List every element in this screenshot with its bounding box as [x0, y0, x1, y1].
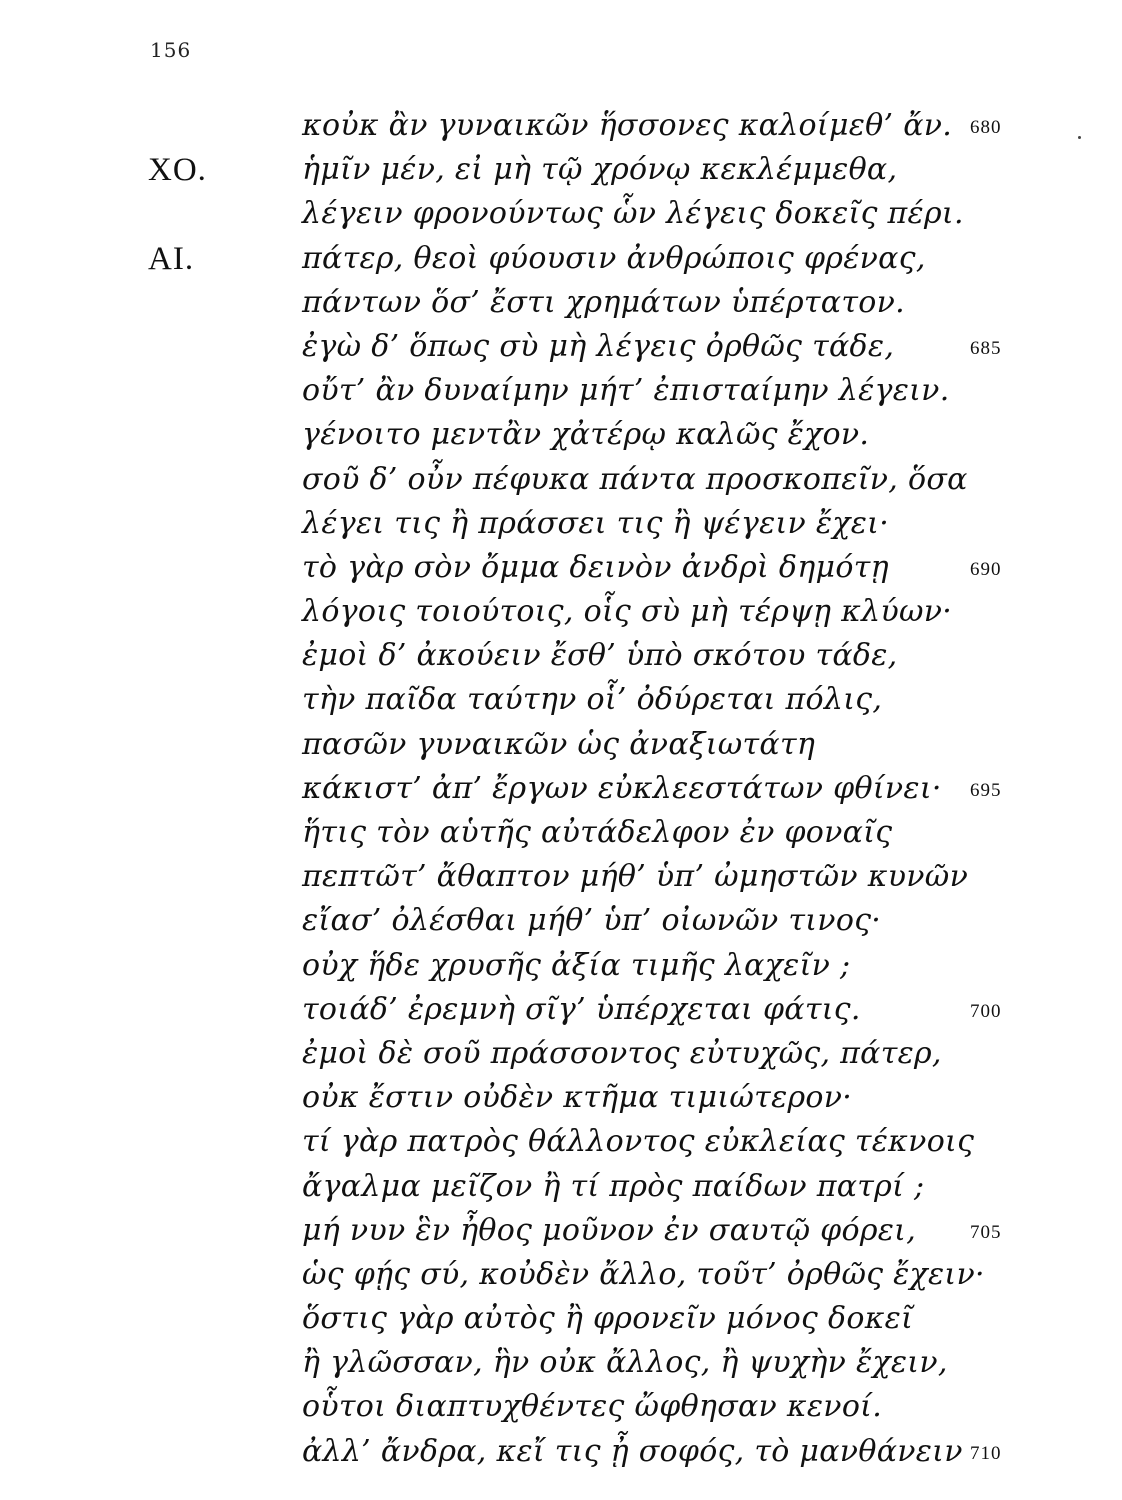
verse-line — [0, 148, 1122, 192]
verse-line — [0, 192, 1122, 236]
verse-text: ὅστις γὰρ αὐτὸς ἢ φρονεῖν μόνος δοκεῖ — [302, 1301, 914, 1337]
verse-block — [0, 104, 1122, 1474]
speaker-label: ΧΟ. — [148, 152, 207, 189]
verse-text: πασῶν γυναικῶν ὡς ἀναξιωτάτη — [302, 726, 816, 762]
verse-line — [0, 1341, 1122, 1385]
verse-text: λόγοις τοιούτοις, οἷς σὺ μὴ τέρψῃ κλύων· — [302, 594, 953, 630]
verse-text: λέγειν φρονούντως ὧν λέγεις δοκεῖς πέρι. — [302, 196, 964, 232]
verse-line — [0, 1209, 1122, 1253]
verse-line — [0, 413, 1122, 457]
verse-line — [0, 458, 1122, 502]
verse-line — [0, 1297, 1122, 1341]
verse-line — [0, 634, 1122, 678]
verse-line — [0, 1165, 1122, 1209]
verse-line — [0, 502, 1122, 546]
verse-line — [0, 590, 1122, 634]
verse-line — [0, 723, 1122, 767]
verse-line — [0, 678, 1122, 722]
verse-text: κοὐκ ἂν γυναικῶν ἥσσονες καλοίμεθ’ ἄν. — [302, 108, 953, 143]
verse-text: πεπτῶτ’ ἄθαπτον μήθ’ ὑπ’ ὠμηστῶν κυνῶν — [302, 859, 969, 895]
verse-text: πάντων ὅσ’ ἔστι χρημάτων ὑπέρτατον. — [302, 284, 905, 320]
verse-line — [0, 369, 1122, 413]
verse-text: οὗτοι διαπτυχθέντες ὤφθησαν κενοί. — [302, 1389, 883, 1425]
verse-line — [0, 1032, 1122, 1076]
line-number: 685 — [970, 337, 1002, 359]
verse-text: σοῦ δ’ οὖν πέφυκα πάντα προσκοπεῖν, ὅσα — [302, 461, 968, 497]
verse-text: οὐχ ἥδε χρυσῆς ἀξία τιμῆς λαχεῖν ; — [302, 947, 851, 983]
verse-text: οὔτ’ ἂν δυναίμην μήτ’ ἐπισταίμην λέγειν. — [302, 373, 950, 409]
line-number: 690 — [970, 558, 1002, 580]
verse-text: ἐμοὶ δ’ ἀκούειν ἔσθ’ ὑπὸ σκότου τάδε, — [302, 638, 898, 674]
line-number: 710 — [970, 1442, 1002, 1464]
verse-line — [0, 1253, 1122, 1297]
line-number: 680 — [970, 117, 1002, 138]
verse-line — [0, 1385, 1122, 1429]
line-number: 705 — [970, 1221, 1002, 1243]
verse-line — [0, 325, 1122, 369]
verse-text: τοιάδ’ ἐρεμνὴ σῖγ’ ὑπέρχεται φάτις. — [302, 991, 861, 1027]
verse-text: οὐκ ἔστιν οὐδὲν κτῆμα τιμιώτερον· — [302, 1080, 853, 1116]
verse-text: πάτερ, θεοὶ φύουσιν ἀνθρώποις φρένας, — [302, 240, 926, 276]
line-number: 700 — [970, 1000, 1002, 1022]
verse-line — [0, 988, 1122, 1032]
verse-text: ἀλλ’ ἄνδρα, κεἴ τις ᾖ σοφός, τὸ μανθάνειν — [302, 1433, 963, 1469]
verse-line — [0, 855, 1122, 899]
page-number: 156 — [150, 38, 192, 62]
verse-text: ἡμῖν μέν, εἰ μὴ τῷ χρόνῳ κεκλέμμεθα, — [302, 152, 898, 188]
verse-text: κάκιστ’ ἀπ’ ἔργων εὐκλεεστάτων φθίνει· — [302, 770, 942, 806]
verse-text: ὡς φῄς σύ, κοὐδὲν ἄλλο, τοῦτ’ ὀρθῶς ἔχειν· — [302, 1256, 985, 1292]
verse-text: τὸ γὰρ σὸν ὄμμα δεινὸν ἀνδρὶ δημότῃ — [302, 549, 889, 585]
verse-line — [0, 104, 1122, 148]
verse-text: τὴν παῖδα ταύτην οἷ’ ὀδύρεται πόλις, — [302, 682, 883, 718]
verse-text: γένοιτο μεντἂν χἀτέρῳ καλῶς ἔχον. — [302, 417, 870, 453]
verse-line — [0, 899, 1122, 943]
verse-text: ἢ γλῶσσαν, ἣν οὐκ ἄλλος, ἢ ψυχὴν ἔχειν, — [302, 1345, 948, 1381]
verse-line — [0, 1430, 1122, 1474]
verse-text: τί γὰρ πατρὸς θάλλοντος εὐκλείας τέκνοις — [302, 1124, 975, 1160]
verse-line — [0, 944, 1122, 988]
verse-line — [0, 281, 1122, 325]
verse-line — [0, 1120, 1122, 1164]
line-number: 695 — [970, 779, 1002, 801]
verse-line — [0, 546, 1122, 590]
speaker-label: ΑΙ. — [148, 240, 195, 277]
verse-text: εἴασ’ ὀλέσθαι μήθ’ ὑπ’ οἰωνῶν τινος· — [302, 903, 882, 939]
verse-text: ἐμοὶ δὲ σοῦ πράσσοντος εὐτυχῶς, πάτερ, — [302, 1035, 942, 1071]
verse-text: λέγει τις ἢ πράσσει τις ἢ ψέγειν ἔχει· — [302, 505, 890, 541]
verse-line — [0, 1076, 1122, 1120]
verse-text: μή νυν ἓν ἦθος μοῦνον ἐν σαυτῷ φόρει, — [302, 1212, 917, 1248]
verse-text: ἄγαλμα μεῖζον ἢ τί πρὸς παίδων πατρί ; — [302, 1168, 925, 1204]
verse-line — [0, 767, 1122, 811]
verse-text: ἐγὼ δ’ ὅπως σὺ μὴ λέγεις ὀρθῶς τάδε, — [302, 328, 895, 364]
verse-text: ἥτις τὸν αὑτῆς αὐτάδελφον ἐν φοναῖς — [302, 815, 893, 850]
verse-line — [0, 811, 1122, 855]
verse-line — [0, 237, 1122, 281]
